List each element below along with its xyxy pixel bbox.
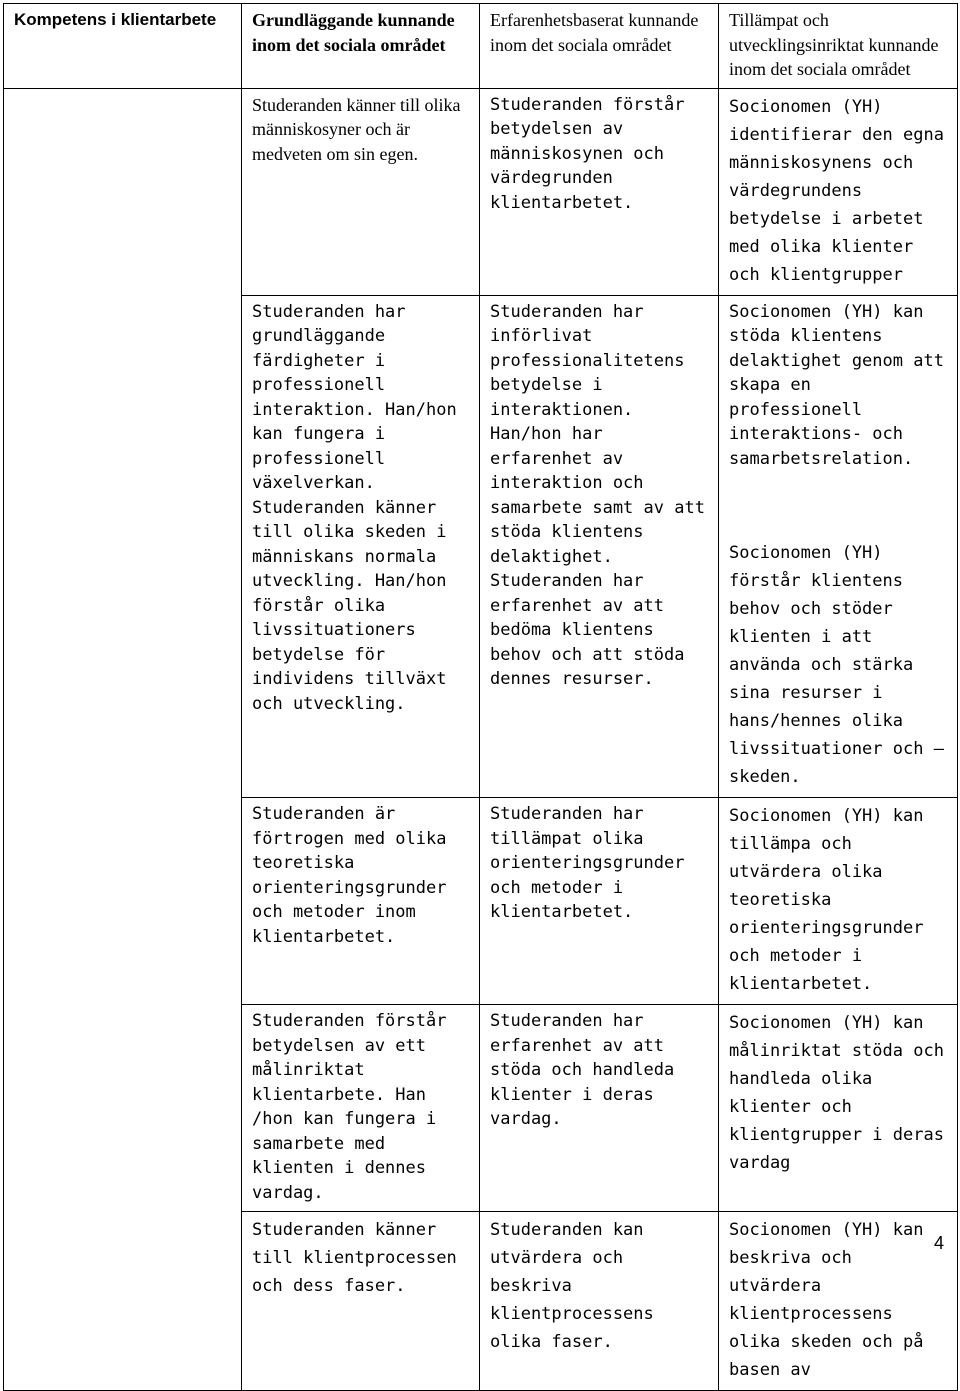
cell-text xyxy=(242,1212,480,1391)
header-grundlaggande: Grundläggande kunnande inom det sociala området xyxy=(242,4,480,89)
cell-text-line: Studeranden känner till klientprocessen och dess faser. xyxy=(252,1220,457,1296)
cell-text xyxy=(480,1005,719,1212)
competence-table xyxy=(3,3,958,1391)
cell-text xyxy=(480,798,719,1005)
header-tillampat: Tillämpat och utvecklingsinriktat kunnande inom det sociala området xyxy=(719,4,958,89)
cell-text-line: Socionomen (YH) kan stöda klientens delaktighet genom att skapa en professionell interaktions- och samarbetsrelation. xyxy=(729,301,944,469)
cell-text xyxy=(242,798,480,1005)
cell-text-line: Socionomen (YH) kan målinriktat stöda och handleda olika klienter och klientgrupper i deras vardag xyxy=(729,1013,944,1173)
cell-text-line: Studeranden är förtrogen med olika teoretiska orienteringsgrunder och metoder inom klientarbetet. xyxy=(252,804,447,947)
cell-text xyxy=(242,1005,480,1212)
cell-text-line: Studeranden förstår betydelsen av människosynen och värdegrunden klientarbetet. xyxy=(490,94,685,213)
cell-text xyxy=(719,88,958,295)
cell-text xyxy=(719,1212,958,1391)
cell-text xyxy=(719,798,958,1005)
cell-text xyxy=(242,88,480,295)
cell-text-line: Studeranden har tillämpat olika orienteringsgrunder och metoder i klientarbetet. xyxy=(490,804,685,922)
cell-text-line: Socionomen (YH) kan beskriva och utvärdera klientprocessens olika skeden och på basen av xyxy=(729,1220,924,1380)
empty-cell xyxy=(4,88,242,1391)
cell-text-line: Studeranden har införlivat professionalitetens betydelse i interaktionen. Han/hon har erfarenhet av interaktion och samarbete samt av att stöda klientens delaktighet. xyxy=(490,301,705,567)
page-number: 4 xyxy=(933,1233,944,1253)
cell-text xyxy=(480,295,719,798)
cell-text xyxy=(480,1212,719,1391)
header-row xyxy=(4,4,958,89)
cell-text-line: Socionomen (YH) kan tillämpa och utvärdera olika teoretiska orienteringsgrunder och metoder i klientarbetet. xyxy=(729,806,924,994)
cell-text xyxy=(480,88,719,295)
cell-text xyxy=(719,295,958,798)
cell-text-line: Studeranden förstår betydelsen av ett målinriktat klientarbete. Han /hon kan fungera i samarbete med klienten i dennes vardag. xyxy=(252,1011,447,1203)
cell-text-line: Socionomen (YH) identifierar den egna människosynens och värdegrundens betydelse i arbetet med olika klienter och klientgrupper xyxy=(729,96,944,285)
cell-text-line: Studeranden har grundläggande färdigheter i professionell interaktion. Han/hon kan fungera i professionell växelverkan. xyxy=(252,301,457,493)
cell-text-line: Socionomen (YH) förstår klientens behov och stöder klienten i att använda och stärka sina resurser i hans/hennes olika livssituationer och –skeden. xyxy=(729,543,944,787)
cell-text-line: Studeranden kan utvärdera och beskriva klientprocessens olika faser. xyxy=(490,1220,654,1352)
cell-text xyxy=(719,1005,958,1212)
cell-text xyxy=(242,295,480,798)
cell-text-line: Studeranden har erfarenhet av att bedöma klientens behov och att stöda dennes resurser. xyxy=(490,571,685,689)
header-erfarenhetsbaserat: Erfarenhetsbaserat kunnande inom det sociala området xyxy=(480,4,719,89)
cell-text-line: Studeranden känner till olika människosyner och är medveten om sin egen. xyxy=(252,94,461,164)
cell-text-line: Studeranden har erfarenhet av att stöda och handleda klienter i deras vardag. xyxy=(490,1011,675,1129)
table-row xyxy=(4,88,958,295)
header-kompetens: Kompetens i klientarbete xyxy=(4,4,242,89)
cell-text-line: Studeranden känner till olika skeden i människans normala utveckling. Han/hon förstår olika livssituationers betydelse för individens tillväxt och utveckling. xyxy=(252,497,447,714)
